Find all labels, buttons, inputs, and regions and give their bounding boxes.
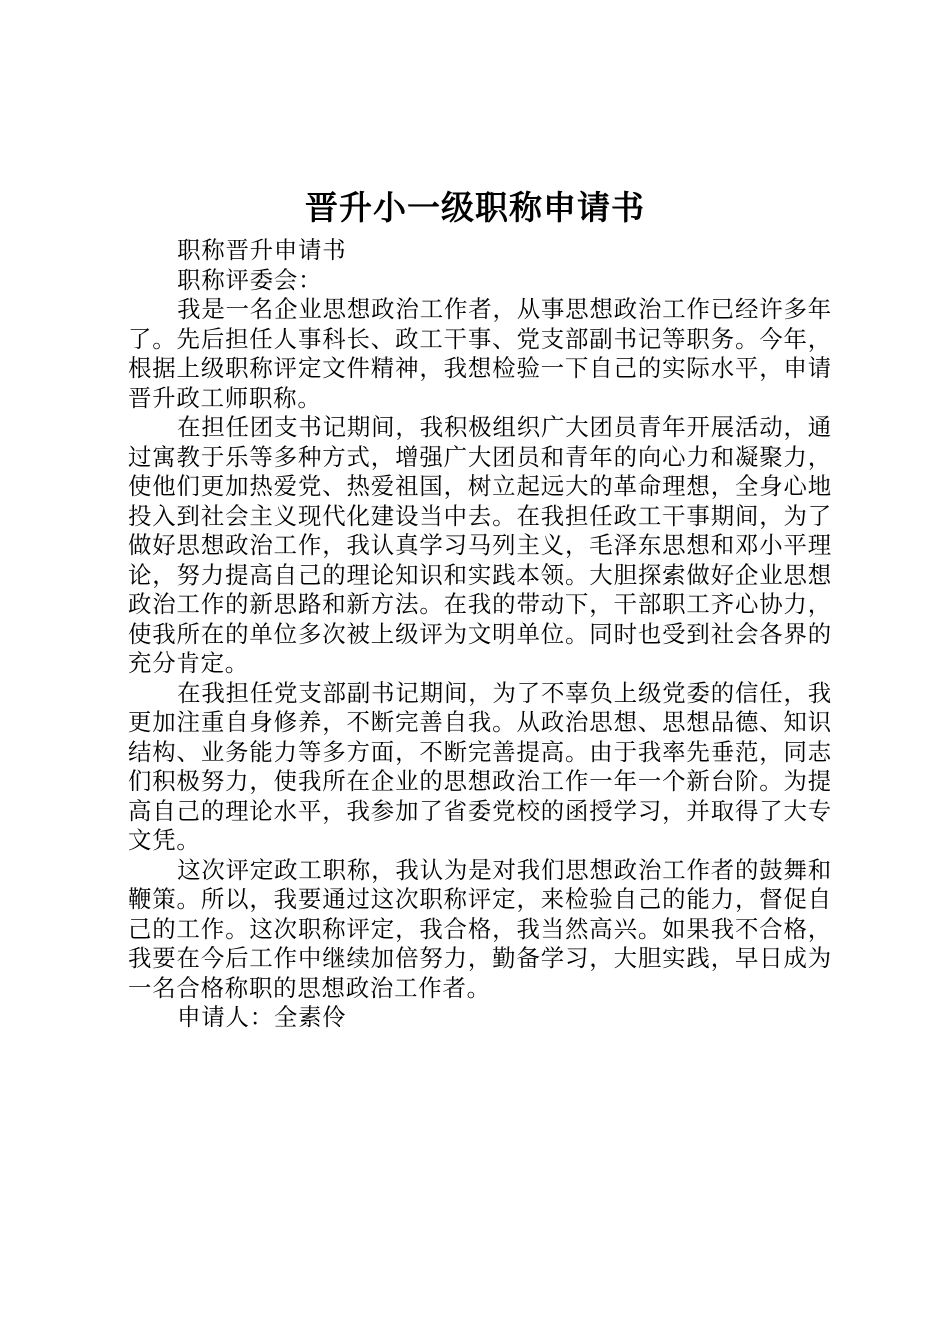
paragraph-intro: 我是一名企业思想政治工作者，从事思想政治工作已经许多年了。先后担任人事科长、政工干事、党支部副书记等职务。今年，根据上级职称评定文件精神，我想检验一下自己的实际水平，申请晋升政工师职称。 — [128, 295, 832, 412]
paragraph-conclusion: 这次评定政工职称，我认为是对我们思想政治工作者的鼓舞和鞭策。所以，我要通过这次职称评定，来检验自己的能力，督促自己的工作。这次职称评定，我合格，我当然高兴。如果我不合格，我要在今后工作中继续加倍努力，勤备学习，大胆实践，早日成为一名合格称职的思想政治工作者。 — [128, 855, 832, 1002]
document-title: 晋升小一级职称申请书 — [305, 188, 645, 227]
document-body — [128, 236, 832, 1033]
subtitle-line: 职称晋升申请书 — [177, 236, 347, 264]
salutation: 职称评委会： — [177, 265, 323, 294]
applicant-signature: 申请人：全素伶 — [177, 1003, 347, 1031]
paragraph-party-deputy: 在我担任党支部副书记期间，为了不辜负上级党委的信任，我更加注重自身修养，不断完善自我。从政治思想、思想品德、知识结构、业务能力等多方面，不断完善提高。由于我率先垂范，同志们积极努力，使我所在企业的思想政治工作一年一个新台阶。为提高自己的理论水平，我参加了省委党校的函授学习，并取得了大专文凭。 — [128, 678, 832, 854]
paragraph-league-secretary: 在担任团支书记期间，我积极组织广大团员青年开展活动，通过寓教于乐等多种方式，增强广大团员和青年的向心力和凝聚力，使他们更加热爱党、热爱祖国，树立起远大的革命理想，全身心地投入到社会主义现代化建设当中去。在我担任政工干事期间，为了做好思想政治工作，我认真学习马列主义，毛泽东思想和邓小平理论，努力提高自己的理论知识和实践本领。大胆探索做好企业思想政治工作的新思路和新方法。在我的带动下，干部职工齐心协力，使我所在的单位多次被上级评为文明单位。同时也受到社会各界的充分肯定。 — [128, 413, 832, 677]
